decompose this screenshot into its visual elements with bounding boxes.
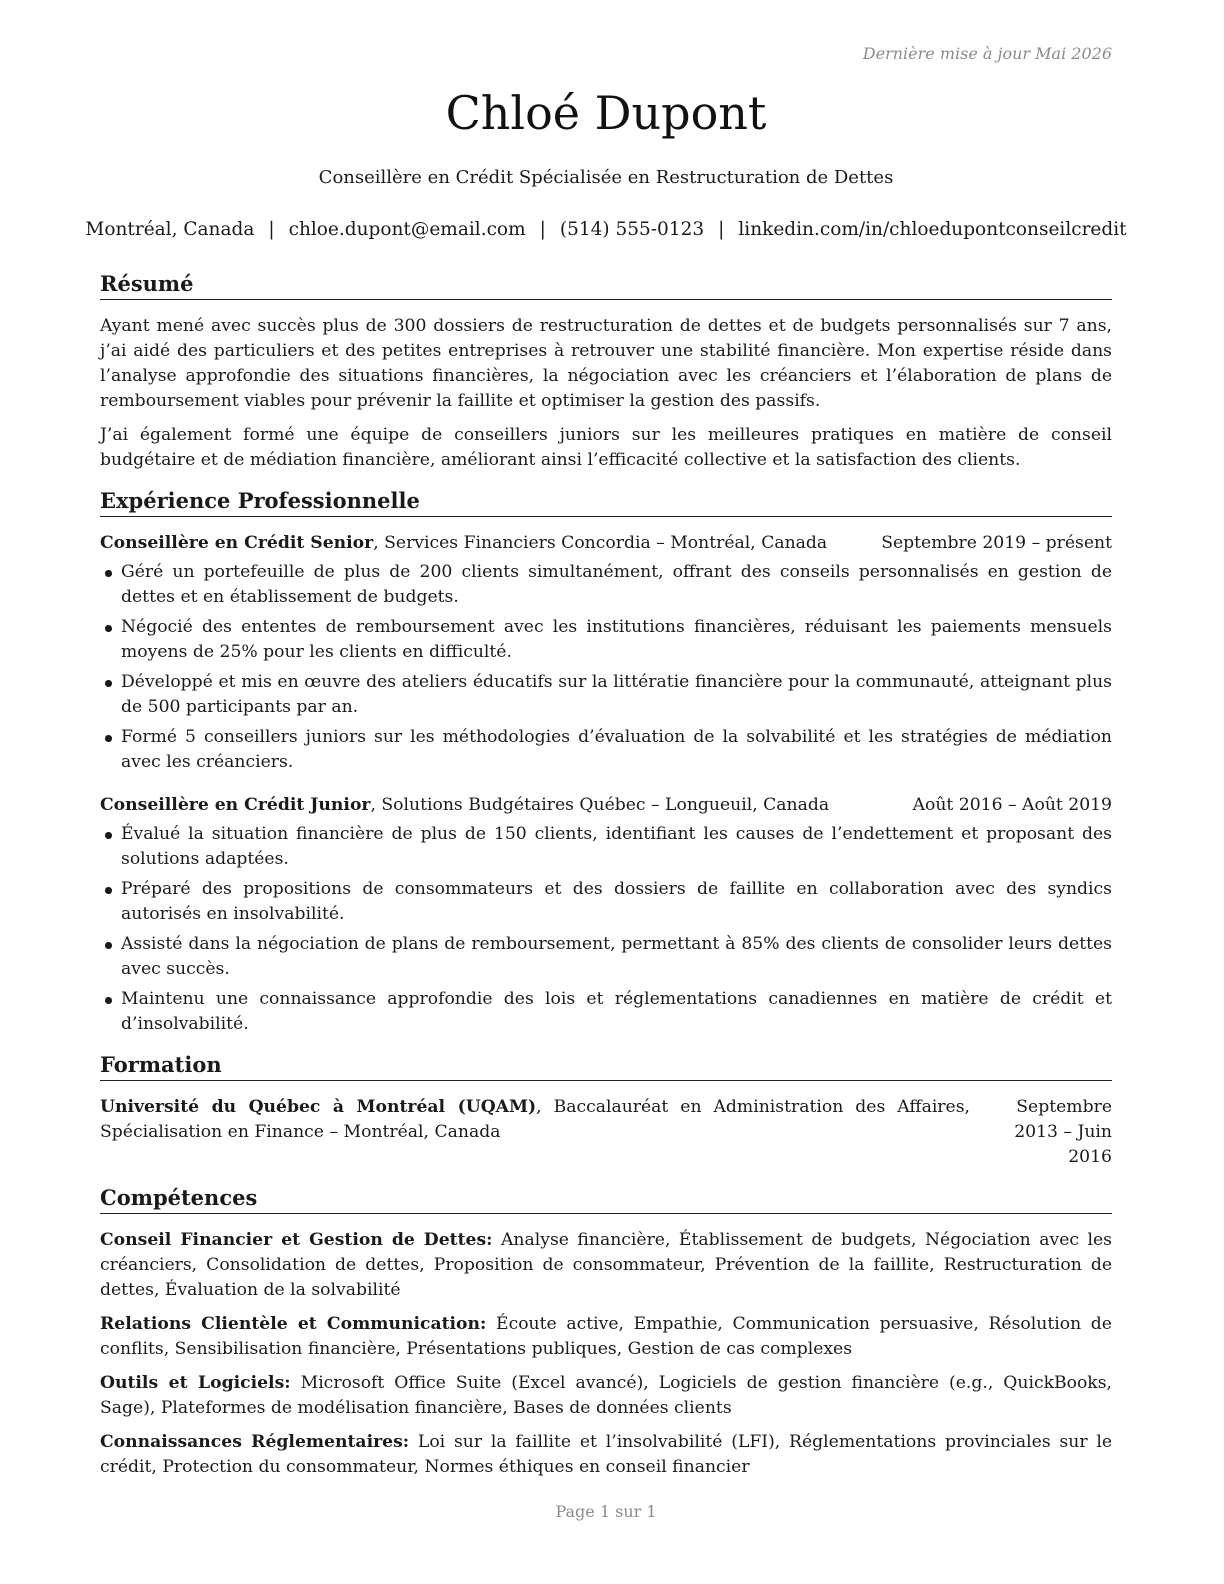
skill-group-label: Conseil Financier et Gestion de Dettes: xyxy=(100,1230,493,1250)
skill-group xyxy=(100,1312,1112,1362)
candidate-title: Conseillère en Crédit Spécialisée en Restructuration de Dettes xyxy=(318,167,894,188)
job-bullets xyxy=(100,560,1112,775)
resume-page xyxy=(85,0,1127,1584)
education-section xyxy=(100,1051,1112,1170)
skill-group-items: Écoute active, Empathie, Communication persuasive, Résolution de conflits, Sensibilisation financière, Présentations publiques, Gestion de cas complexes xyxy=(100,1314,1112,1359)
job-bullet: Maintenu une connaissance approfondie des lois et réglementations canadiennes en matière de crédit et d’insolvabilité. xyxy=(100,987,1112,1037)
job-entry xyxy=(100,531,1112,775)
job-dates: Août 2016 – Août 2019 xyxy=(912,795,1112,815)
skill-group xyxy=(100,1371,1112,1421)
job-header xyxy=(100,531,1112,556)
last-updated: Dernière mise à jour Mai 2026 xyxy=(862,44,1112,63)
contact-linkedin[interactable]: linkedin.com/in/chloedupontconseilcredit xyxy=(738,219,1127,240)
section-title-experience: Expérience Professionnelle xyxy=(100,487,1112,517)
experience-section xyxy=(100,487,1112,1037)
skill-group-label: Outils et Logiciels: xyxy=(100,1373,291,1393)
skills-section xyxy=(100,1184,1112,1480)
contact-separator: | xyxy=(718,219,725,240)
skill-group-items: Analyse financière, Établissement de budgets, Négociation avec les créanciers, Consolidation de dettes, Proposition de consommateur, Prévention de la faillite, Restructuration de dettes, Évaluation de la solvabilité xyxy=(100,1230,1113,1300)
section-title-education: Formation xyxy=(100,1051,1112,1081)
job-dates: Septembre 2019 – présent xyxy=(881,533,1112,553)
education-entry xyxy=(100,1095,1112,1170)
job-company: , Solutions Budgétaires Québec – Longueuil, Canada xyxy=(370,795,830,815)
contact-phone[interactable]: (514) 555-0123 xyxy=(559,219,705,240)
summary-paragraph: J’ai également formé une équipe de conseillers juniors sur les meilleures pratiques en matière de conseil budgétaire et de médiation financière, améliorant ainsi l’efficacité collective et la satisfaction des clients. xyxy=(100,425,1112,470)
job-company: , Services Financiers Concordia – Montréal, Canada xyxy=(373,533,828,553)
skill-group-label: Connaissances Réglementaires: xyxy=(100,1432,410,1452)
contact-email[interactable]: chloe.dupont@email.com xyxy=(288,219,526,240)
job-bullet: Développé et mis en œuvre des ateliers éducatifs sur la littératie financière pour la communauté, atteignant plus de 500 participants par an. xyxy=(100,670,1112,720)
job-header xyxy=(100,793,1112,818)
job-role: Conseillère en Crédit Junior xyxy=(100,795,371,815)
candidate-name: Chloé Dupont xyxy=(445,86,767,140)
job-bullet: Négocié des ententes de remboursement avec les institutions financières, réduisant les paiements mensuels moyens de 25% pour les clients en difficulté. xyxy=(100,615,1112,665)
education-dates: Septembre 2013 – Juin 2016 xyxy=(1014,1097,1112,1167)
job-bullets xyxy=(100,822,1112,1037)
contact-separator: | xyxy=(539,219,546,240)
skill-group-items: Loi sur la faillite et l’insolvabilité (LFI), Réglementations provinciales sur le crédit, Protection du consommateur, Normes éthiques en conseil financier xyxy=(100,1432,1112,1477)
skill-group-label: Relations Clientèle et Communication: xyxy=(100,1314,487,1334)
skill-group-items: Microsoft Office Suite (Excel avancé), Logiciels de gestion financière (e.g., QuickBooks, Sage), Plateformes de modélisation financière, Bases de données clients xyxy=(100,1373,1113,1418)
job-entry xyxy=(100,793,1112,1037)
page-number: Page 1 sur 1 xyxy=(555,1502,657,1521)
contact-separator: | xyxy=(268,219,275,240)
skill-group xyxy=(100,1430,1112,1480)
skill-group xyxy=(100,1228,1112,1303)
job-bullet: Formé 5 conseillers juniors sur les méthodologies d’évaluation de la solvabilité et les stratégies de médiation avec les créanciers. xyxy=(100,725,1112,775)
section-title-summary: Résumé xyxy=(100,270,1112,300)
job-bullet: Évalué la situation financière de plus de 150 clients, identifiant les causes de l’endettement et proposant des solutions adaptées. xyxy=(100,822,1112,872)
contact-location: Montréal, Canada xyxy=(85,219,255,240)
job-bullet: Préparé des propositions de consommateurs et des dossiers de faillite en collaboration avec des syndics autorisés en insolvabilité. xyxy=(100,877,1112,927)
education-school: Université du Québec à Montréal (UQAM) xyxy=(100,1097,537,1117)
summary-section xyxy=(100,270,1112,473)
job-bullet: Assisté dans la négociation de plans de remboursement, permettant à 85% des clients de consolider leurs dettes avec succès. xyxy=(100,932,1112,982)
summary-paragraph: Ayant mené avec succès plus de 300 dossiers de restructuration de dettes et de budgets personnalisés sur 7 ans, j’ai aidé des particuliers et des petites entreprises à retrouver une stabilité financière. Mon expertise réside dans l’analyse approfondie des situations financières, la négociation avec les créanciers et l’élaboration de plans de remboursement viables pour prévenir la faillite et optimiser la gestion des passifs. xyxy=(100,316,1112,411)
education-degree: , Baccalauréat en Administration des Affaires, Spécialisation en Finance – Montréal, Canada xyxy=(100,1097,970,1142)
job-bullet: Géré un portefeuille de plus de 200 clients simultanément, offrant des conseils personnalisés en gestion de dettes et en établissement de budgets. xyxy=(100,560,1112,610)
contact-line xyxy=(80,219,1132,240)
resume-body xyxy=(100,270,1112,1494)
section-title-skills: Compétences xyxy=(100,1184,1112,1214)
job-role: Conseillère en Crédit Senior xyxy=(100,533,374,553)
